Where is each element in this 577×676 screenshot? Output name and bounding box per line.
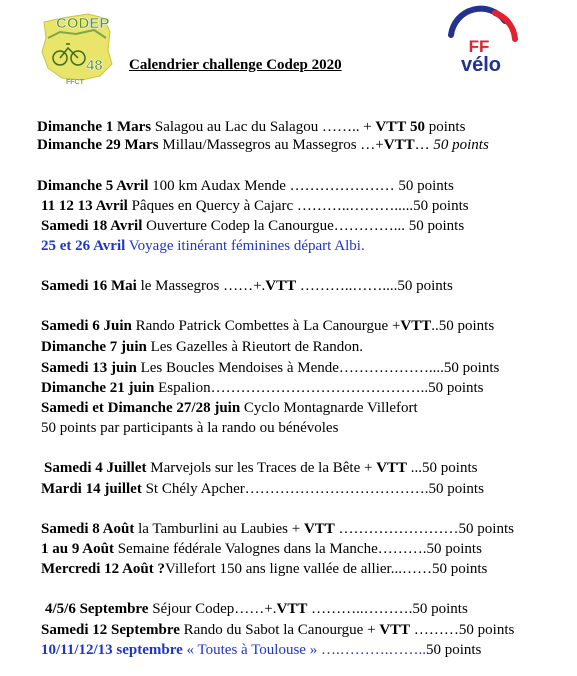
event-line: Dimanche 21 juin Espalion……………………………………..50 points xyxy=(41,380,484,396)
event-line: Dimanche 1 Mars Salagou au Lac du Salagou …….. + VTT 50 points xyxy=(37,119,466,135)
event-line: Dimanche 7 juin Les Gazelles à Rieutort de Randon. xyxy=(41,339,364,355)
svg-text:vélo: vélo xyxy=(460,54,502,76)
event-line: Samedi 18 Avril Ouverture Codep la Canourgue…………... 50 points xyxy=(41,218,465,234)
page-title: Calendrier challenge Codep 2020 xyxy=(129,57,342,73)
event-line: Mercredi 12 Août ?Villefort 150 ans ligne vallée de allier...……50 points xyxy=(41,561,488,577)
event-line: Samedi 12 Septembre Rando du Sabot la Canourgue + VTT ………50 points xyxy=(41,622,515,638)
event-line: Samedi et Dimanche 27/28 juin Cyclo Montagnarde Villefort xyxy=(41,400,418,416)
event-line: Samedi 6 Juin Rando Patrick Combettes à La Canourgue +VTT..50 points xyxy=(41,318,495,334)
event-line: Samedi 8 Août la Tamburlini au Laubies + VTT ……………………50 points xyxy=(41,521,514,537)
event-line: Samedi 4 Juillet Marvejols sur les Traces de la Bête + VTT ...50 points xyxy=(44,460,478,476)
event-line: 10/11/12/13 septembre « Toutes à Toulouse » ….……….……..50 points xyxy=(41,642,482,658)
ffvelo-logo xyxy=(443,5,519,81)
event-line: 11 12 13 Avril Pâques en Quercy à Cajarc ………..……….....50 points xyxy=(41,198,469,214)
event-line: 25 et 26 Avril Voyage itinérant féminines départ Albi. xyxy=(41,238,365,254)
codep-logo xyxy=(36,8,118,86)
event-line: Samedi 16 Mai le Massegros ……+.VTT ………..……....50 points xyxy=(41,278,453,294)
svg-text:FFCT: FFCT xyxy=(66,79,84,86)
event-line: Dimanche 5 Avril 100 km Audax Mende ………………… 50 points xyxy=(37,178,454,194)
event-line: 50 points par participants à la rando ou bénévoles xyxy=(41,420,339,436)
codep-logo-text: CODEP xyxy=(56,15,110,32)
event-line: Mardi 14 juillet St Chély Apcher……………………………….50 points xyxy=(41,481,484,497)
event-line: Samedi 13 juin Les Boucles Mendoises à Mende………………....50 points xyxy=(41,360,500,376)
event-line: 4/5/6 Septembre Séjour Codep……+.VTT ………..……….50 points xyxy=(45,601,468,617)
event-line: 1 au 9 Août Semaine fédérale Valognes dans la Manche……….50 points xyxy=(41,541,482,557)
svg-text:FF: FF xyxy=(468,37,490,56)
svg-text:48: 48 xyxy=(86,57,103,74)
event-line: Dimanche 29 Mars Millau/Massegros au Massegros …+VTT… 50 points xyxy=(37,137,489,153)
